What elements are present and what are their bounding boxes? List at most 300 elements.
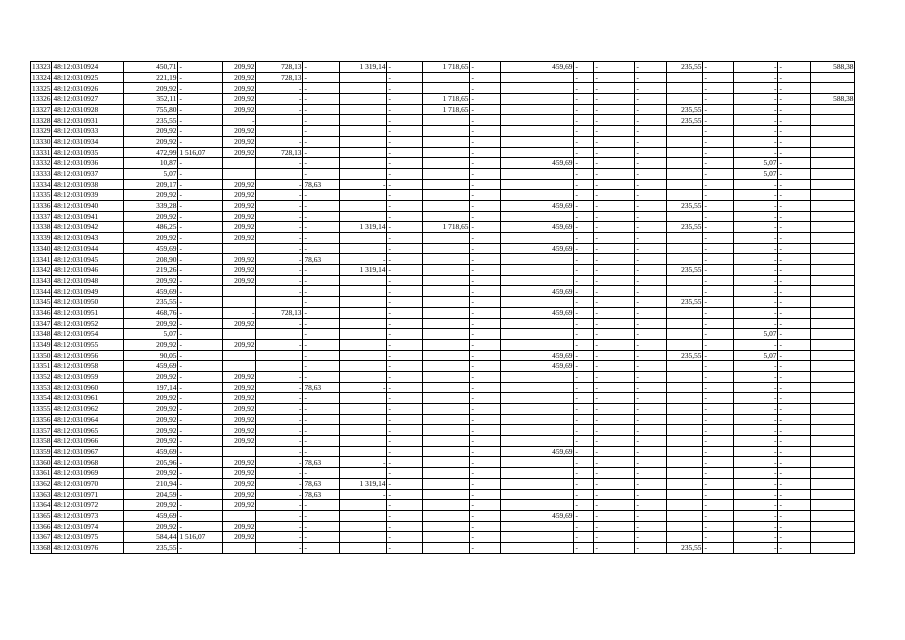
table-cell [501,275,574,286]
table-cell: 209,92 [223,190,256,201]
table-cell: 5,07 [734,350,778,361]
table-cell [811,404,855,415]
table-cell: - [703,404,734,415]
table-row [31,94,855,105]
row-number-cell: 13353 [32,382,51,392]
table-cell [501,468,574,479]
table-cell: - [734,307,778,318]
table-cell: 1 516,07 [178,147,223,158]
table-cell: - [178,371,223,382]
table-cell [340,126,387,137]
table-cell: - [703,318,734,329]
table-cell [340,136,387,147]
table-cell: - [778,243,811,254]
table-row [31,104,855,115]
table-row [31,297,855,308]
table-cell: - [256,425,303,436]
table-cell: - [470,158,501,169]
table-cell: 78,63 [303,382,340,393]
table-cell: 209,92 [223,136,256,147]
table-cell: 209,92 [223,126,256,137]
row-number-cell: 13340 [32,243,51,253]
table-cell: - [470,414,501,425]
table-cell [501,371,574,382]
table-cell: - [387,158,423,169]
table-cell: - [703,62,734,73]
table-cell: - [594,478,635,489]
table-cell: - [387,404,423,415]
table-cell: - [387,382,423,393]
table-cell: - [635,115,667,126]
table-cell [223,542,256,553]
table-cell [811,275,855,286]
table-cell: - [470,115,501,126]
table-row [31,200,855,211]
table-cell: - [178,297,223,308]
table-cell: - [778,361,811,372]
table-cell: - [778,286,811,297]
table-cell: - [703,446,734,457]
table-cell: - [778,425,811,436]
cadastral-number-cell: 48:12:0310969 [52,468,124,479]
table-cell [501,83,574,94]
table-cell: - [778,62,811,73]
table-cell [811,179,855,190]
table-cell [340,275,387,286]
table-cell: 588,38 [811,94,855,105]
table-cell: - [574,521,594,532]
table-cell: - [178,425,223,436]
table-cell [256,168,303,179]
table-cell: - [470,265,501,276]
table-cell: - [256,318,303,329]
table-row [31,339,855,350]
table-cell: 450,71 [124,62,178,73]
table-cell: 221,19 [124,72,178,83]
table-cell: - [470,190,501,201]
table-cell: - [470,489,501,500]
table-cell: - [387,168,423,179]
table-cell: 459,69 [501,350,574,361]
row-number-cell: 13364 [32,500,51,510]
table-cell: - [303,339,340,350]
table-cell: 209,92 [223,200,256,211]
table-cell: - [778,404,811,415]
cadastral-number-cell: 48:12:0310968 [52,457,124,468]
table-cell: - [256,222,303,233]
table-cell [340,200,387,211]
table-cell: 235,55 [667,222,703,233]
table-cell: - [178,457,223,468]
table-cell [423,179,470,190]
table-cell: - [734,190,778,201]
table-cell: - [635,307,667,318]
row-number-cell: 13355 [32,404,51,414]
table-cell: 209,92 [223,94,256,105]
table-cell: - [635,200,667,211]
table-cell: - [303,147,340,158]
table-cell [423,254,470,265]
row-number-cell: 13368 [32,543,51,553]
table-cell [256,329,303,340]
table-cell: - [387,83,423,94]
table-cell: - [778,478,811,489]
table-cell: - [635,371,667,382]
table-row [31,350,855,361]
cadastral-number-cell: 48:12:0310971 [52,489,124,500]
table-cell [811,307,855,318]
table-cell [423,414,470,425]
table-cell: 209,92 [124,404,178,415]
table-cell: - [387,275,423,286]
row-number-cell: 13352 [32,372,51,382]
table-cell: - [703,275,734,286]
table-cell: 459,69 [501,200,574,211]
table-cell: 728,13 [256,147,303,158]
table-row [31,307,855,318]
table-cell: - [256,179,303,190]
table-cell: 728,13 [256,72,303,83]
table-cell [667,243,703,254]
table-cell: - [574,510,594,521]
table-cell [223,168,256,179]
table-cell: - [256,104,303,115]
table-cell [667,404,703,415]
table-cell: - [574,436,594,447]
table-cell: - [734,115,778,126]
table-cell [811,532,855,543]
table-cell: - [470,500,501,511]
cadastral-number-cell: 48:12:0310965 [52,425,124,436]
table-cell: 209,92 [223,500,256,511]
table-cell: 459,69 [501,286,574,297]
table-cell [340,83,387,94]
table-cell: - [703,136,734,147]
table-cell: - [734,104,778,115]
table-row [31,457,855,468]
table-cell: - [303,265,340,276]
row-number-cell: 13348 [32,329,51,339]
table-cell [340,104,387,115]
table-cell: - [703,532,734,543]
table-cell: - [734,500,778,511]
row-number-cell: 13345 [32,297,51,307]
table-cell: - [703,436,734,447]
table-cell [256,297,303,308]
table-cell [501,339,574,350]
table-cell: 209,92 [223,489,256,500]
table-cell [501,382,574,393]
table-cell: 208,90 [124,254,178,265]
table-row [31,425,855,436]
table-cell: - [470,297,501,308]
table-cell [811,297,855,308]
table-cell: - [574,168,594,179]
table-cell: - [574,62,594,73]
table-cell: - [574,489,594,500]
table-row [31,233,855,244]
table-cell [423,457,470,468]
table-cell [340,542,387,553]
row-number-cell: 13338 [32,222,51,232]
table-cell: - [303,158,340,169]
table-cell: - [778,179,811,190]
table-cell: - [303,72,340,83]
table-cell: - [635,286,667,297]
table-cell: 1 319,14 [340,478,387,489]
table-cell [811,115,855,126]
table-cell: - [778,457,811,468]
row-number-cell: 13335 [32,190,51,200]
table-cell: - [778,339,811,350]
table-cell: 235,55 [667,62,703,73]
table-cell: - [470,478,501,489]
table-cell: 209,92 [124,83,178,94]
table-cell: - [574,404,594,415]
table-cell: 5,07 [734,158,778,169]
table-cell: - [387,190,423,201]
table-cell: - [734,478,778,489]
table-cell: 5,07 [734,168,778,179]
table-row [31,371,855,382]
table-row [31,62,855,73]
table-cell [340,147,387,158]
table-cell [423,72,470,83]
table-cell: - [635,393,667,404]
table-cell: 197,14 [124,382,178,393]
table-cell [423,404,470,415]
table-cell: 459,69 [501,446,574,457]
table-cell [667,329,703,340]
table-cell [667,147,703,158]
table-cell [256,126,303,137]
table-cell: 10,87 [124,158,178,169]
cadastral-number-cell: 48:12:0310924 [52,62,124,73]
table-cell: - [178,179,223,190]
table-cell [501,168,574,179]
row-number-cell: 13329 [32,126,51,136]
row-number-cell: 13366 [32,521,51,531]
cadastral-number-cell: 48:12:0310975 [52,532,124,543]
table-cell: - [703,350,734,361]
table-cell: - [223,115,256,126]
table-cell: 728,13 [256,307,303,318]
table-cell: - [303,168,340,179]
table-cell [223,361,256,372]
table-cell: - [635,436,667,447]
table-cell [501,521,574,532]
table-cell: 78,63 [303,489,340,500]
table-cell: - [574,371,594,382]
table-cell: - [574,457,594,468]
cadastral-number-cell: 48:12:0310966 [52,436,124,447]
table-cell: - [470,233,501,244]
table-cell: - [594,500,635,511]
table-cell [811,436,855,447]
table-cell: - [734,436,778,447]
table-cell: - [703,147,734,158]
table-row [31,72,855,83]
table-cell: - [594,489,635,500]
table-cell: - [635,72,667,83]
table-cell: - [703,382,734,393]
row-number-cell: 13324 [32,72,51,82]
table-cell: - [256,478,303,489]
table-cell: - [594,265,635,276]
table-cell: - [734,94,778,105]
table-cell: - [594,297,635,308]
table-row [31,393,855,404]
table-cell [501,115,574,126]
table-row [31,446,855,457]
table-cell: - [734,318,778,329]
table-cell [811,233,855,244]
cadastral-number-cell: 48:12:0310933 [52,126,124,137]
table-cell: - [778,147,811,158]
table-cell [667,179,703,190]
table-cell: - [387,329,423,340]
table-cell: 584,44 [124,532,178,543]
table-cell [501,489,574,500]
table-cell: - [256,446,303,457]
table-cell: - [703,286,734,297]
table-cell: - [574,136,594,147]
table-cell: - [778,307,811,318]
table-cell: - [778,254,811,265]
cadastral-number-cell: 48:12:0310961 [52,393,124,404]
table-cell: 459,69 [501,222,574,233]
table-cell [340,521,387,532]
table-cell [340,371,387,382]
table-cell: 235,55 [667,350,703,361]
table-cell: - [778,158,811,169]
row-number-cell: 13360 [32,457,51,467]
cadastral-number-cell: 48:12:0310928 [52,104,124,115]
table-cell: - [778,393,811,404]
row-number-cell: 13336 [32,201,51,211]
table-body [31,62,855,554]
table-cell: - [387,72,423,83]
table-cell: - [470,254,501,265]
table-row [31,489,855,500]
table-cell: - [778,94,811,105]
row-number-cell: 13350 [32,350,51,360]
table-row [31,190,855,201]
table-cell: - [703,179,734,190]
table-cell: - [387,425,423,436]
table-cell: - [303,94,340,105]
table-cell: - [303,275,340,286]
table-cell: - [574,500,594,511]
table-cell: - [778,500,811,511]
table-cell: - [387,62,423,73]
cadastral-number-cell: 48:12:0310972 [52,500,124,511]
table-cell: - [256,436,303,447]
table-cell: 459,69 [501,158,574,169]
table-cell: - [256,94,303,105]
table-cell: - [594,83,635,94]
table-cell: - [635,318,667,329]
table-cell: - [734,393,778,404]
table-cell: - [703,94,734,105]
table-cell: - [178,72,223,83]
table-cell [811,72,855,83]
table-cell: - [303,297,340,308]
table-cell: - [178,478,223,489]
table-cell: - [256,136,303,147]
table-cell: 235,55 [124,542,178,553]
table-cell: - [303,425,340,436]
table-cell [340,233,387,244]
table-cell: 209,92 [124,233,178,244]
table-cell: - [470,468,501,479]
table-cell [811,190,855,201]
row-number-cell: 13327 [32,104,51,114]
table-cell: - [256,275,303,286]
table-cell: 209,92 [223,318,256,329]
row-number-cell: 13339 [32,233,51,243]
table-cell: - [303,211,340,222]
table-cell: - [778,436,811,447]
table-cell: - [594,318,635,329]
table-cell: - [256,190,303,201]
table-cell: - [594,521,635,532]
table-cell: - [574,425,594,436]
table-cell: - [303,468,340,479]
table-cell: 755,80 [124,104,178,115]
table-cell [340,510,387,521]
table-cell [423,339,470,350]
table-cell: - [635,126,667,137]
table-cell: 1 718,65 [423,94,470,105]
table-cell: - [635,542,667,553]
cadastral-number-cell: 48:12:0310964 [52,414,124,425]
table-row [31,136,855,147]
table-cell: - [470,62,501,73]
table-cell: - [594,457,635,468]
row-number-cell: 13359 [32,446,51,456]
table-cell: - [734,222,778,233]
table-cell: - [470,168,501,179]
cadastral-number-cell: 48:12:0310934 [52,136,124,147]
table-cell [423,83,470,94]
table-row [31,329,855,340]
table-cell: - [635,468,667,479]
table-cell: - [256,542,303,553]
table-cell [667,136,703,147]
table-cell: - [303,329,340,340]
table-cell: 235,55 [124,297,178,308]
table-row [31,510,855,521]
table-cell: - [703,115,734,126]
table-cell: - [574,222,594,233]
table-cell: 209,92 [223,254,256,265]
table-cell: - [470,136,501,147]
table-cell: 209,92 [223,275,256,286]
table-cell [667,468,703,479]
row-number-cell: 13333 [32,169,51,179]
row-number-cell: 13346 [32,307,51,317]
table-cell [340,158,387,169]
table-cell [340,243,387,254]
table-cell: - [387,500,423,511]
table-cell [667,275,703,286]
table-cell: - [574,190,594,201]
table-cell [423,510,470,521]
table-cell: - [470,94,501,105]
table-cell [423,168,470,179]
table-row [31,211,855,222]
